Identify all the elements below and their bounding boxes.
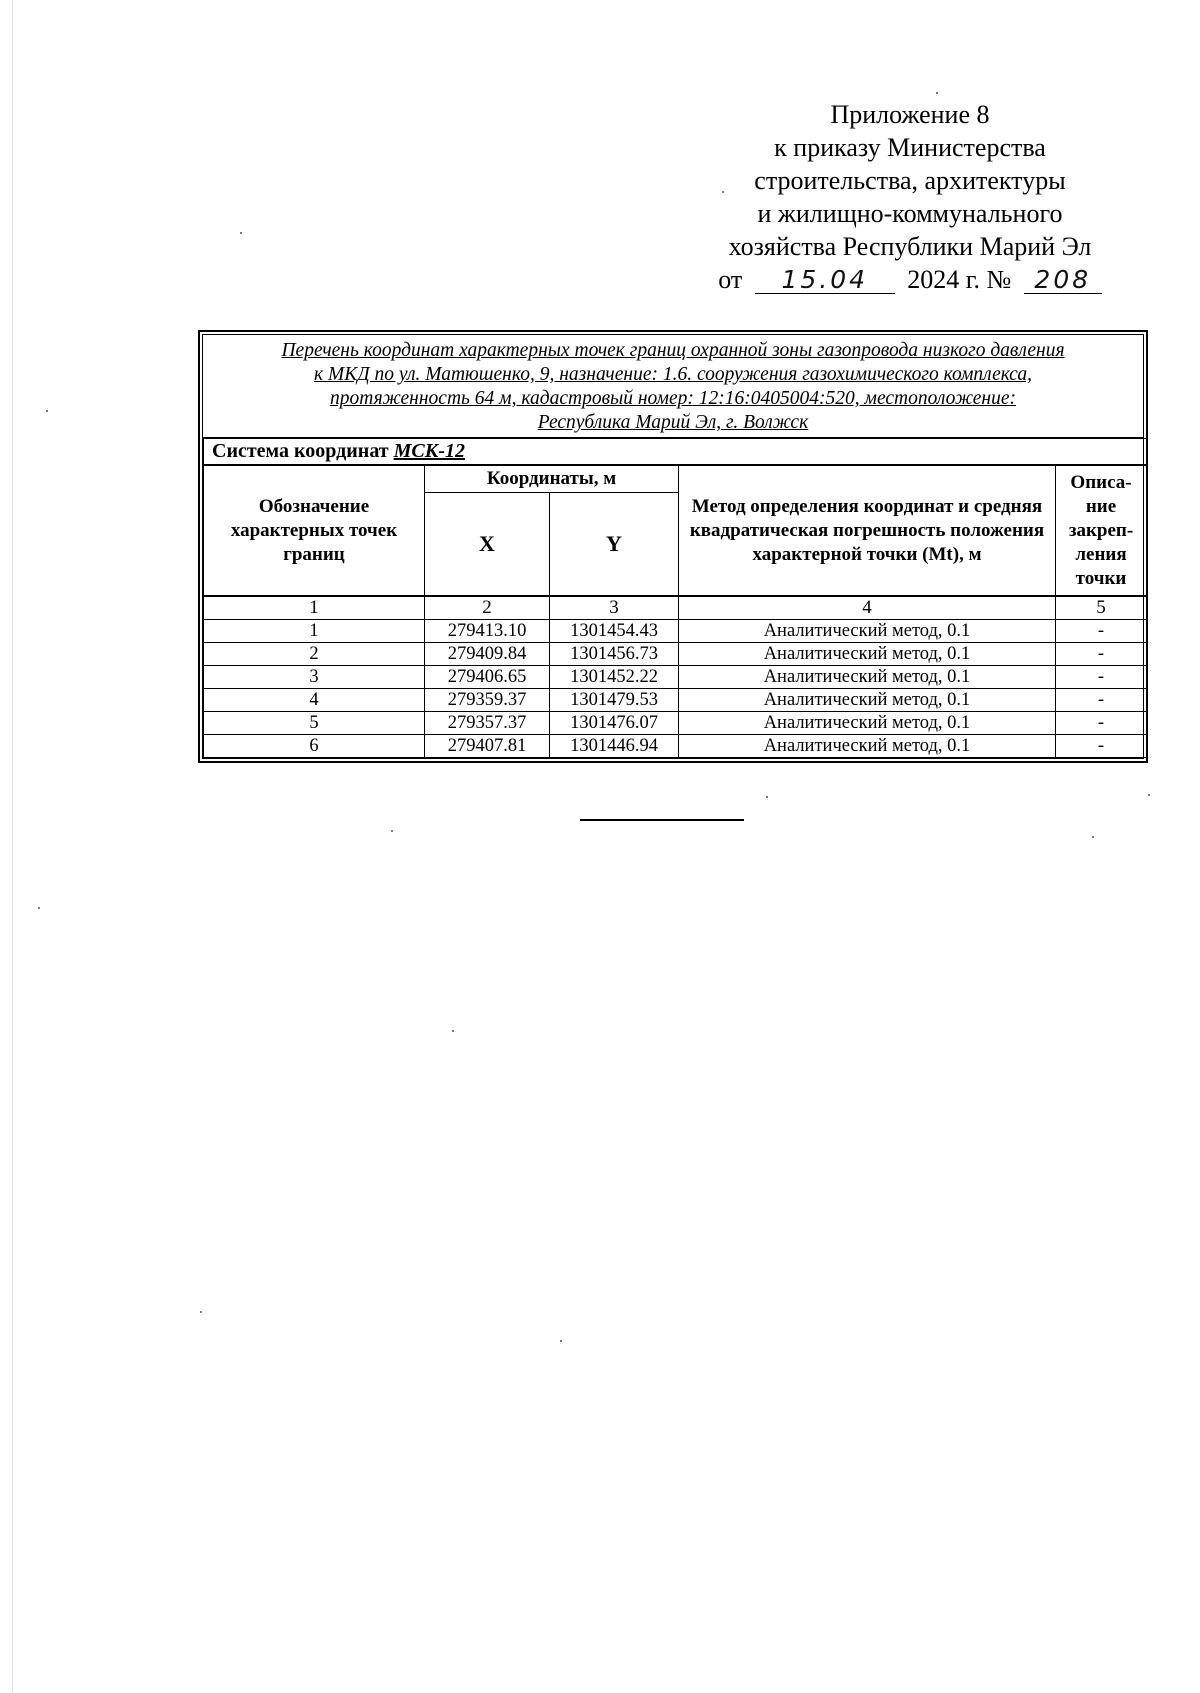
caption-line-2: к МКД по ул. Матюшенко, 9, назначение: 1.6. сооружения газохимического комплекса, bbox=[314, 364, 1032, 385]
cell-description: - bbox=[1056, 689, 1147, 712]
cell-x: 279357.37 bbox=[425, 712, 550, 735]
speck bbox=[240, 232, 242, 234]
speck bbox=[766, 796, 768, 798]
speck bbox=[1092, 836, 1094, 838]
cell-description: - bbox=[1056, 712, 1147, 735]
cell-y: 1301446.94 bbox=[550, 735, 679, 758]
coordinates-table bbox=[203, 438, 1147, 758]
header-y: Y bbox=[550, 493, 679, 597]
appendix-ministry-line-3: хозяйства Республики Марий Эл bbox=[728, 232, 1092, 261]
coord-system-row bbox=[204, 439, 1147, 466]
speck bbox=[936, 92, 938, 94]
cell-method: Аналитический метод, 0.1 bbox=[679, 666, 1056, 689]
header-coordinates: Координаты, м bbox=[425, 465, 679, 493]
cell-method: Аналитический метод, 0.1 bbox=[679, 735, 1056, 758]
cell-description: - bbox=[1056, 666, 1147, 689]
cell-y: 1301456.73 bbox=[550, 643, 679, 666]
table-row bbox=[204, 712, 1147, 735]
cell-y: 1301476.07 bbox=[550, 712, 679, 735]
column-number: 4 bbox=[679, 596, 1056, 620]
speck bbox=[452, 1030, 454, 1032]
speck bbox=[200, 1311, 202, 1313]
end-of-document-line bbox=[580, 819, 744, 821]
appendix-ministry-line-2: и жилищно-коммунального bbox=[757, 199, 1063, 228]
cell-x: 279406.65 bbox=[425, 666, 550, 689]
coord-system-label: Система координат bbox=[212, 440, 389, 462]
header-x: X bbox=[425, 493, 550, 597]
cell-point: 2 bbox=[204, 643, 425, 666]
coordinates-table-inner bbox=[202, 334, 1144, 759]
cell-point: 6 bbox=[204, 735, 425, 758]
cell-description: - bbox=[1056, 620, 1147, 643]
coord-system-name: МСК-12 bbox=[393, 440, 465, 462]
column-numbers-row bbox=[204, 596, 1147, 620]
cell-x: 279407.81 bbox=[425, 735, 550, 758]
speck bbox=[391, 830, 393, 832]
header-description-l1: Описа- bbox=[1070, 471, 1132, 493]
date-prefix: от bbox=[718, 265, 743, 294]
column-number: 3 bbox=[550, 596, 679, 620]
table-row bbox=[204, 643, 1147, 666]
column-number: 1 bbox=[204, 596, 425, 620]
table-row bbox=[204, 620, 1147, 643]
appendix-title: Приложение 8 bbox=[830, 100, 990, 129]
scan-edge-line bbox=[12, 0, 13, 1693]
cell-y: 1301479.53 bbox=[550, 689, 679, 712]
column-number: 2 bbox=[425, 596, 550, 620]
header-description bbox=[1056, 465, 1147, 596]
header-description-l5: точки bbox=[1075, 567, 1127, 589]
header-point-designation: Обозначение характерных точек границ bbox=[204, 465, 425, 596]
cell-point: 4 bbox=[204, 689, 425, 712]
cell-method: Аналитический метод, 0.1 bbox=[679, 689, 1056, 712]
cell-point: 5 bbox=[204, 712, 425, 735]
cell-method: Аналитический метод, 0.1 bbox=[679, 712, 1056, 735]
appendix-order-line: к приказу Министерства bbox=[774, 133, 1046, 162]
header-row-1 bbox=[204, 465, 1147, 493]
table-row bbox=[204, 666, 1147, 689]
caption-line-1: Перечень координат характерных точек границ охранной зоны газопровода низкого давления bbox=[281, 340, 1065, 361]
appendix-ministry-line-1: строительства, архитектуры bbox=[754, 166, 1066, 195]
column-number: 5 bbox=[1056, 596, 1147, 620]
appendix-date-line bbox=[690, 263, 1130, 296]
cell-y: 1301454.43 bbox=[550, 620, 679, 643]
caption-line-3: протяженность 64 м, кадастровый номер: 12:16:0405004:520, местоположение: bbox=[330, 388, 1016, 409]
cell-method: Аналитический метод, 0.1 bbox=[679, 643, 1056, 666]
year-and-number-label: 2024 г. № bbox=[907, 265, 1012, 294]
header-description-l2: ние bbox=[1085, 495, 1117, 517]
coord-system-cell bbox=[204, 439, 1147, 466]
table-caption bbox=[203, 335, 1143, 438]
speck bbox=[560, 1340, 562, 1342]
cell-description: - bbox=[1056, 735, 1147, 758]
speck bbox=[722, 191, 724, 193]
coordinates-table-frame bbox=[198, 330, 1148, 763]
appendix-header bbox=[690, 98, 1130, 296]
cell-x: 279409.84 bbox=[425, 643, 550, 666]
header-method: Метод определения координат и средняя квадратическая погрешность положения характерной точки (Mt), м bbox=[679, 465, 1056, 596]
cell-point: 3 bbox=[204, 666, 425, 689]
table-row bbox=[204, 735, 1147, 758]
cell-x: 279413.10 bbox=[425, 620, 550, 643]
header-description-l3: закреп- bbox=[1068, 519, 1134, 541]
table-row bbox=[204, 689, 1147, 712]
speck bbox=[38, 907, 40, 909]
handwritten-date: 15.04 bbox=[755, 267, 895, 294]
speck bbox=[46, 410, 48, 412]
handwritten-order-number: 208 bbox=[1024, 267, 1102, 294]
cell-description: - bbox=[1056, 643, 1147, 666]
speck bbox=[1148, 794, 1150, 796]
header-description-l4: ления bbox=[1075, 543, 1127, 565]
cell-point: 1 bbox=[204, 620, 425, 643]
caption-line-4: Республика Марий Эл, г. Волжск bbox=[537, 412, 809, 433]
cell-y: 1301452.22 bbox=[550, 666, 679, 689]
cell-x: 279359.37 bbox=[425, 689, 550, 712]
cell-method: Аналитический метод, 0.1 bbox=[679, 620, 1056, 643]
